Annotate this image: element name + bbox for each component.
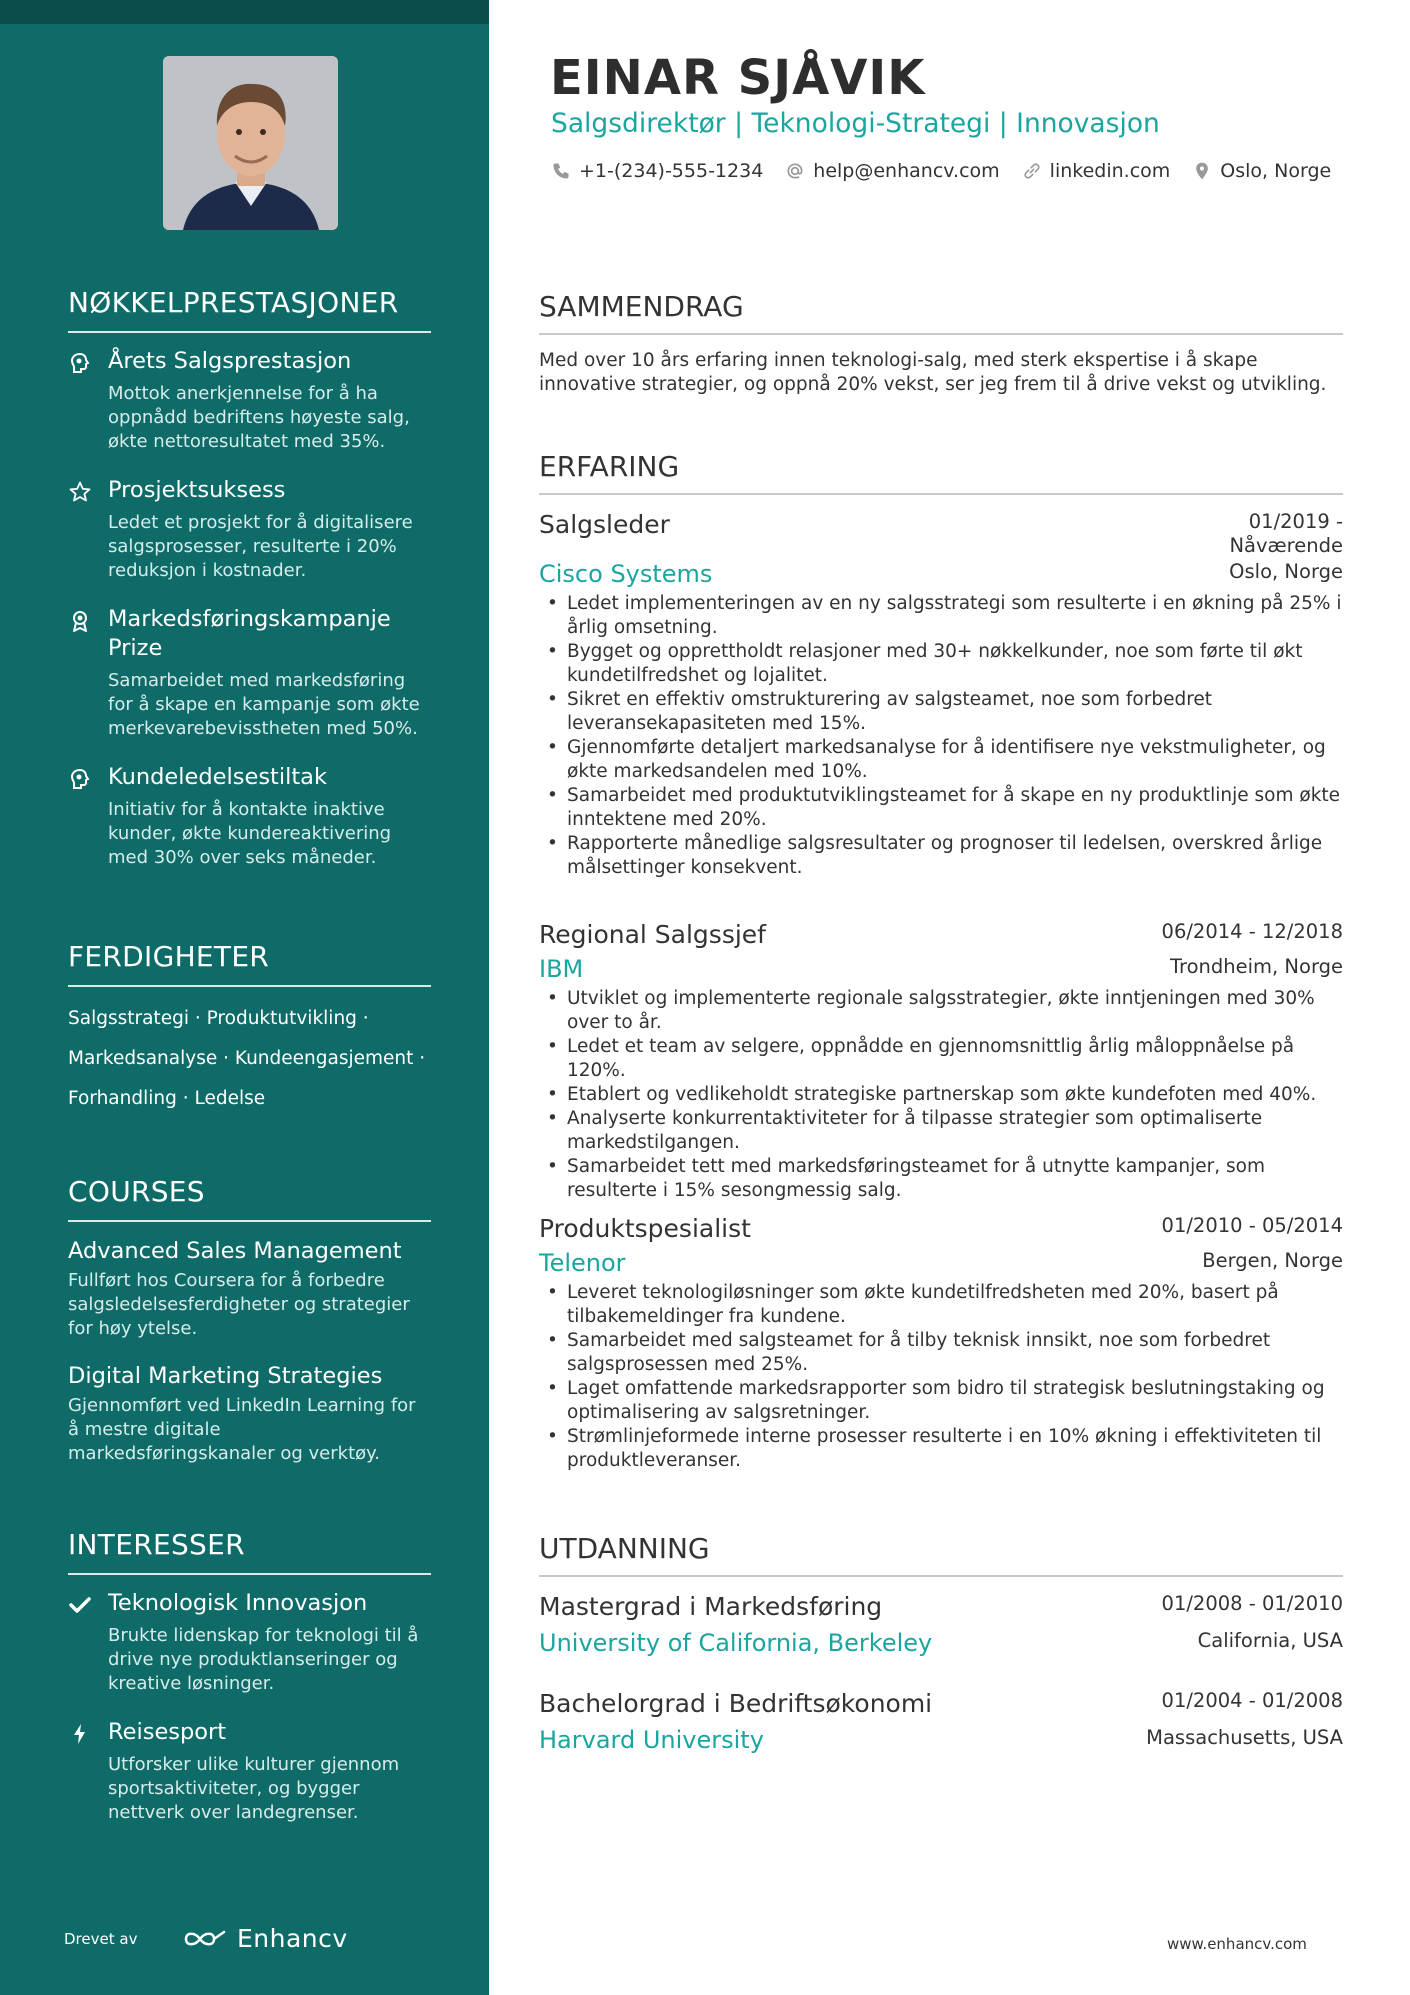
job-bullet: • Bygget og opprettholdt relasjoner med 30+ nøkkelkunder, noe som førte til økt kundetilfredshet og lojalitet.	[539, 640, 1343, 688]
interest-title: Teknologisk Innovasjon	[108, 1590, 368, 1616]
job-bullet: • Ledet et team av selgere, oppnådde en gjennomsnittlig årlig måloppnåelse på 120%.	[539, 1035, 1343, 1083]
job-entry	[539, 510, 1343, 880]
school-name: University of California, Berkeley	[539, 1629, 933, 1657]
achievement-desc: Samarbeidet med markedsføring for å skape en kampanje som økte merkevarebevisstheten med 50%.	[108, 670, 420, 739]
profile-photo	[163, 56, 338, 230]
courses-section	[68, 1175, 431, 1466]
achievement-title: Kundeledelsestiltak	[108, 764, 328, 790]
interests-title: INTERESSER	[68, 1528, 431, 1575]
job-bullet: • Samarbeidet med produktutviklingsteamet for å skape en ny produktlinje som økte inntektene med 20%.	[539, 784, 1343, 832]
education-entry	[539, 1689, 1343, 1754]
at-icon	[785, 161, 805, 181]
education-title: UTDANNING	[539, 1532, 1343, 1577]
contact-linkedin[interactable]	[1022, 160, 1171, 182]
job-date-end: Nåværende	[1229, 534, 1343, 557]
job-entry	[539, 920, 1343, 1203]
achievement-item	[68, 605, 431, 741]
job-location: Oslo, Norge	[1229, 560, 1343, 583]
job-bullet: • Gjennomførte detaljert markedsanalyse for å identifisere nye vekstmuligheter, og økte markedsandelen med 10%.	[539, 736, 1343, 784]
job-title: Salgsleder	[539, 510, 670, 539]
job-date	[1229, 510, 1343, 558]
star-icon	[68, 480, 92, 504]
job-bullet: • Ledet implementeringen av en ny salgsstrategi som resulterte i en økning på 25% i årlig omsetning.	[539, 592, 1343, 640]
interest-title: Reisesport	[108, 1719, 227, 1745]
job-bullet: • Rapporterte månedlige salgsresultater og prognoser til ledelsen, overskred årlige målsettinger konsekvent.	[539, 832, 1343, 880]
achievement-desc: Ledet et prosjekt for å digitalisere salgsprosesser, resulterte i 20% reduksjon i kostnader.	[108, 512, 413, 581]
courses-title: COURSES	[68, 1175, 431, 1222]
sidebar	[0, 0, 489, 1995]
job-bullets	[539, 1281, 1343, 1473]
education-entry	[539, 1592, 1343, 1657]
contact-row	[551, 160, 1331, 182]
phone-text: +1-(234)-555-1234	[579, 160, 764, 182]
powered-by-label: Drevet av	[64, 1930, 138, 1948]
achievement-desc: Mottok anerkjennelse for å ha oppnådd bedriftens høyeste salg, økte nettoresultatet med 35%.	[108, 383, 410, 452]
job-bullet: • Samarbeidet tett med markedsføringsteamet for å utnytte kampanjer, som resulterte i 15% sesongmessig salg.	[539, 1155, 1343, 1203]
interest-desc: Utforsker ulike kulturer gjennom sportsaktiviteter, og bygger nettverk over landegrenser.	[108, 1754, 400, 1823]
skills-title: FERDIGHETER	[68, 940, 431, 987]
skills-section	[68, 940, 431, 1119]
achievement-item	[68, 347, 431, 454]
contact-email[interactable]	[785, 160, 999, 182]
job-bullets	[539, 987, 1343, 1203]
summary-title: SAMMENDRAG	[539, 290, 1343, 335]
achievement-desc: Initiativ for å kontakte inaktive kunder, økte kundereaktivering med 30% over seks måneder.	[108, 799, 392, 868]
linkedin-text: linkedin.com	[1049, 160, 1171, 182]
job-date: 06/2014 - 12/2018	[1161, 920, 1343, 943]
sidebar-top-bar	[0, 0, 489, 24]
skills-line: Salgsstrategi · Produktutvikling ·	[68, 1008, 369, 1029]
brand-logo[interactable]	[183, 1924, 348, 1953]
footer-url[interactable]: www.enhancv.com	[1167, 1935, 1307, 1953]
skills-line: Forhandling · Ledelse	[68, 1088, 266, 1109]
interest-desc: Brukte lidenskap for teknologi til å drive nye produktlanseringer og kreative løsninger.	[108, 1625, 419, 1694]
contact-phone[interactable]	[551, 160, 763, 182]
education-date: 01/2008 - 01/2010	[1161, 1592, 1343, 1615]
education-date: 01/2004 - 01/2008	[1161, 1689, 1343, 1712]
interests-section	[68, 1528, 431, 1825]
location-pin-icon	[1192, 161, 1212, 181]
job-location: Bergen, Norge	[1202, 1249, 1343, 1272]
skills-line: Markedsanalyse · Kundeengasjement ·	[68, 1048, 426, 1069]
job-bullet: • Etablert og vedlikeholdt strategiske partnerskap som økte kundefoten med 40%.	[539, 1083, 1343, 1107]
course-desc: Fullført hos Coursera for å forbedre salgsledelsesferdigheter og strategier for høy ytelse.	[68, 1270, 410, 1339]
degree-title: Mastergrad i Markedsføring	[539, 1592, 883, 1621]
job-date: 01/2010 - 05/2014	[1161, 1214, 1343, 1237]
school-location: Massachusetts, USA	[1146, 1726, 1343, 1749]
job-bullet: • Utviklet og implementerte regionale salgsstrategier, økte inntjeningen med 30% over to år.	[539, 987, 1343, 1035]
job-title: Regional Salgssjef	[539, 920, 766, 949]
course-item	[68, 1236, 431, 1341]
brand-name: Enhancv	[237, 1924, 348, 1953]
award-icon	[68, 609, 92, 633]
interest-item	[68, 1718, 431, 1825]
achievement-title: Årets Salgsprestasjon	[108, 348, 352, 374]
contact-location	[1192, 160, 1331, 182]
check-icon	[68, 1593, 92, 1617]
course-desc: Gjennomført ved LinkedIn Learning for å mestre digitale markedsføringskanaler og verktøy.	[68, 1395, 416, 1464]
course-title: Advanced Sales Management	[68, 1238, 402, 1264]
bolt-icon	[68, 1722, 92, 1746]
degree-title: Bachelorgrad i Bedriftsøkonomi	[539, 1689, 933, 1718]
link-icon	[1022, 161, 1042, 181]
company-name: Cisco Systems	[539, 560, 713, 588]
achievement-title: Prosjektsuksess	[108, 477, 286, 503]
achievement-item	[68, 763, 431, 870]
school-name: Harvard University	[539, 1726, 764, 1754]
experience-title: ERFARING	[539, 450, 1343, 495]
brain-icon	[68, 767, 92, 791]
job-bullet: • Laget omfattende markedsrapporter som bidro til strategisk beslutningstaking og optimalisering av salgsretninger.	[539, 1377, 1343, 1425]
job-bullet: • Sikret en effektiv omstrukturering av salgsteamet, noe som forbedret leveransekapasiteten med 15%.	[539, 688, 1343, 736]
course-title: Digital Marketing Strategies	[68, 1363, 383, 1389]
achievement-title: Markedsføringskampanje Prize	[108, 606, 391, 661]
job-title: Produktspesialist	[539, 1214, 751, 1243]
company-name: Telenor	[539, 1249, 626, 1277]
email-text: help@enhancv.com	[813, 160, 1000, 182]
company-name: IBM	[539, 955, 584, 983]
brain-icon	[68, 351, 92, 375]
achievements-section	[68, 286, 431, 870]
job-bullet: • Samarbeidet med salgsteamet for å tilby teknisk innsikt, noe som forbedret salgsprosessen med 25%.	[539, 1329, 1343, 1377]
location-text: Oslo, Norge	[1220, 160, 1332, 182]
job-location: Trondheim, Norge	[1169, 955, 1343, 978]
candidate-headline: Salgsdirektør | Teknologi-Strategi | Innovasjon	[551, 108, 1160, 139]
job-bullet: • Strømlinjeformede interne prosesser resulterte i en 10% økning i effektiviteten til produktleveranser.	[539, 1425, 1343, 1473]
job-entry	[539, 1214, 1343, 1473]
school-location: California, USA	[1197, 1629, 1343, 1652]
phone-icon	[551, 161, 571, 181]
job-date-start: 01/2019 -	[1248, 510, 1343, 533]
candidate-name: EINAR SJÅVIK	[550, 50, 926, 106]
achievements-title: NØKKELPRESTASJONER	[68, 286, 431, 333]
infinity-logo-icon	[183, 1927, 229, 1951]
job-bullet: • Leveret teknologiløsninger som økte kundetilfredsheten med 20%, basert på tilbakemeldinger fra kundene.	[539, 1281, 1343, 1329]
summary-text: Med over 10 års erfaring innen teknologi-salg, med sterk ekspertise i å skape innovative strategier, og oppnå 20% vekst, ser jeg frem til å drive vekst og utvikling.	[539, 350, 1327, 395]
achievement-item	[68, 476, 431, 583]
job-bullets	[539, 592, 1343, 880]
interest-item	[68, 1589, 431, 1696]
course-item	[68, 1361, 431, 1466]
job-bullet: • Analyserte konkurrentaktiviteter for å tilpasse strategier som optimaliserte markedstilgangen.	[539, 1107, 1343, 1155]
